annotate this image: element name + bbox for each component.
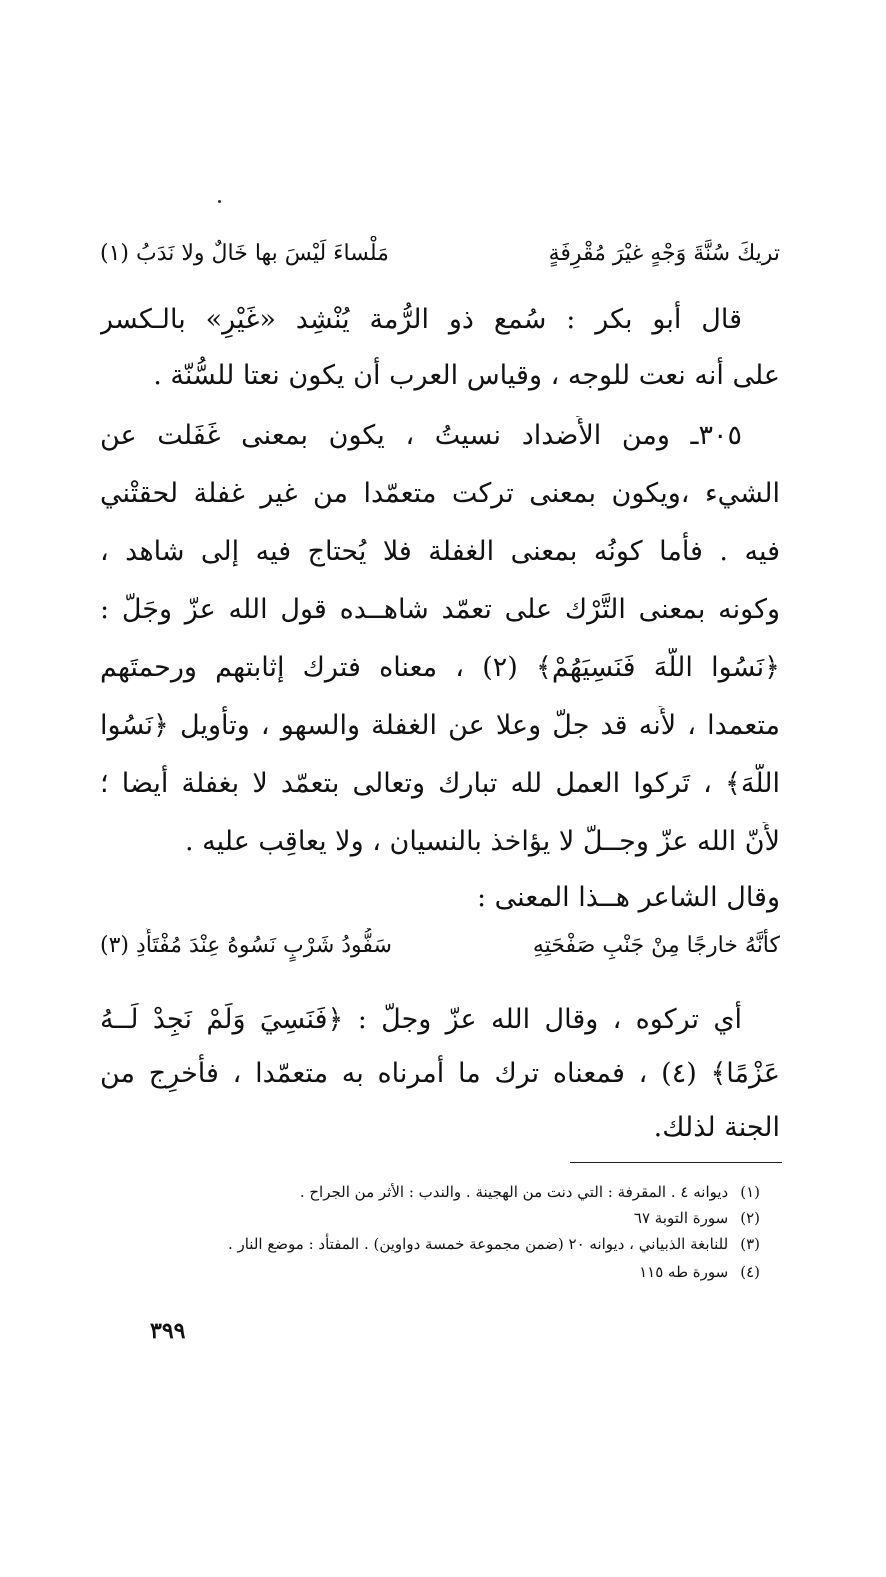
footnote-number: (٤)	[740, 1263, 760, 1281]
footnote-text: سورة طه ١١٥	[639, 1263, 729, 1281]
paragraph-line: قال أبو بكر : سُمع ذو الرُّمة يُنْشِد «غَيْرِ» بالـكسر	[100, 304, 742, 335]
footnote-item	[300, 1180, 760, 1204]
paragraph-line: لأَنّ الله عزّ وجــلّ لا يؤاخذ بالنسيان ، ولا يعاقِب عليه .	[184, 826, 780, 857]
footnote-item	[639, 1260, 760, 1284]
paragraph-line: الشيء ،ويكون بمعنى تركت متعمّدا من غير غفلة لحقتْني	[100, 478, 780, 509]
page-number: ٣٩٩	[150, 1318, 186, 1344]
footnote-number: (٣)	[740, 1235, 760, 1253]
paragraph-line: ٣٠٥ـ ومن الأَضداد نسيتُ ، يكون بمعنى غَفَلت عن	[100, 420, 742, 451]
footnote-text: ديوانه ٤ . المقرفة : التي دنت من الهجينة . والندب : الأثر من الجراح .	[299, 1183, 729, 1201]
speck-mark	[218, 200, 221, 203]
verse-1-second-hemistich: مَلْساءَ لَيْسَ بها خَالٌ ولا نَدَبُ (١)	[100, 241, 389, 266]
paragraph-line: وكونه بمعنى التَّرْك على تعمّد شاهــده قول الله عزّ وجَلّ :	[100, 594, 780, 625]
footnote-text: سورة التوبة ٦٧	[633, 1209, 729, 1227]
footnote-number: (١)	[740, 1183, 760, 1201]
footnote-separator	[570, 1162, 782, 1163]
paragraph-line: الجنة لذلك.	[653, 1112, 780, 1143]
verse-2	[100, 928, 780, 964]
verse-1-first-hemistich: تريكَ سُنَّةَ وَجْهٍ غيْرَ مُقْرِفَةٍ	[548, 241, 780, 266]
verse-2-first-hemistich: كأنَّهُ خارجًا مِنْ جَنْبِ صَفْحَتِهِ	[532, 933, 780, 958]
paragraph-line: وقال الشاعر هــذا المعنى :	[476, 882, 780, 913]
footnote-item	[228, 1232, 760, 1256]
footnote-text: للنابغة الذبياني ، ديوانه ٢٠ (ضمن مجموعة خمسة دواوين) . المفتأد : موضع النار .	[227, 1235, 729, 1253]
paragraph-line: على أنه نعت للوجه ، وقياس العرب أن يكون نعتا للسُّنّة .	[153, 360, 780, 391]
paragraph-line: متعمدا ، لأَنه قد جلّ وعلا عن الغفلة والسهو ، وتأويل ﴿نَسُوا	[100, 710, 780, 741]
paragraph-line: عَزْمًا﴾ (٤) ، فمعناه ترك ما أَمرناه به متعمّدا ، فأُخرِج من	[100, 1058, 780, 1089]
footnote-number: (٢)	[740, 1209, 760, 1227]
paragraph-line: ﴿نَسُوا اللَّهَ فَنَسِيَهُمْ﴾ (٢) ، معناه فترك إثابتهم ورحمتَهم	[100, 652, 780, 683]
verse-1	[100, 236, 780, 272]
footnote-item	[634, 1206, 760, 1230]
verse-2-second-hemistich: سَفُّودُ شَرْبٍ نَسُوهُ عِنْدَ مُفْتَأَدِ (٣)	[100, 933, 392, 958]
paragraph-line: أي تركوه ، وقال الله عزّ وجلّ : ﴿فَنَسِيَ وَلَمْ نَجِدْ لَــهُ	[100, 1004, 742, 1035]
paragraph-line: اللَّهَ﴾ ، تَركوا العمل لله تبارك وتعالى بتعمّد لا بغفلة أيضا ؛	[100, 768, 780, 799]
paragraph-line: فيه . فأَما كونُه بمعنى الغفلة فلا يُحتاج فيه إلى شاهد ،	[100, 536, 780, 567]
